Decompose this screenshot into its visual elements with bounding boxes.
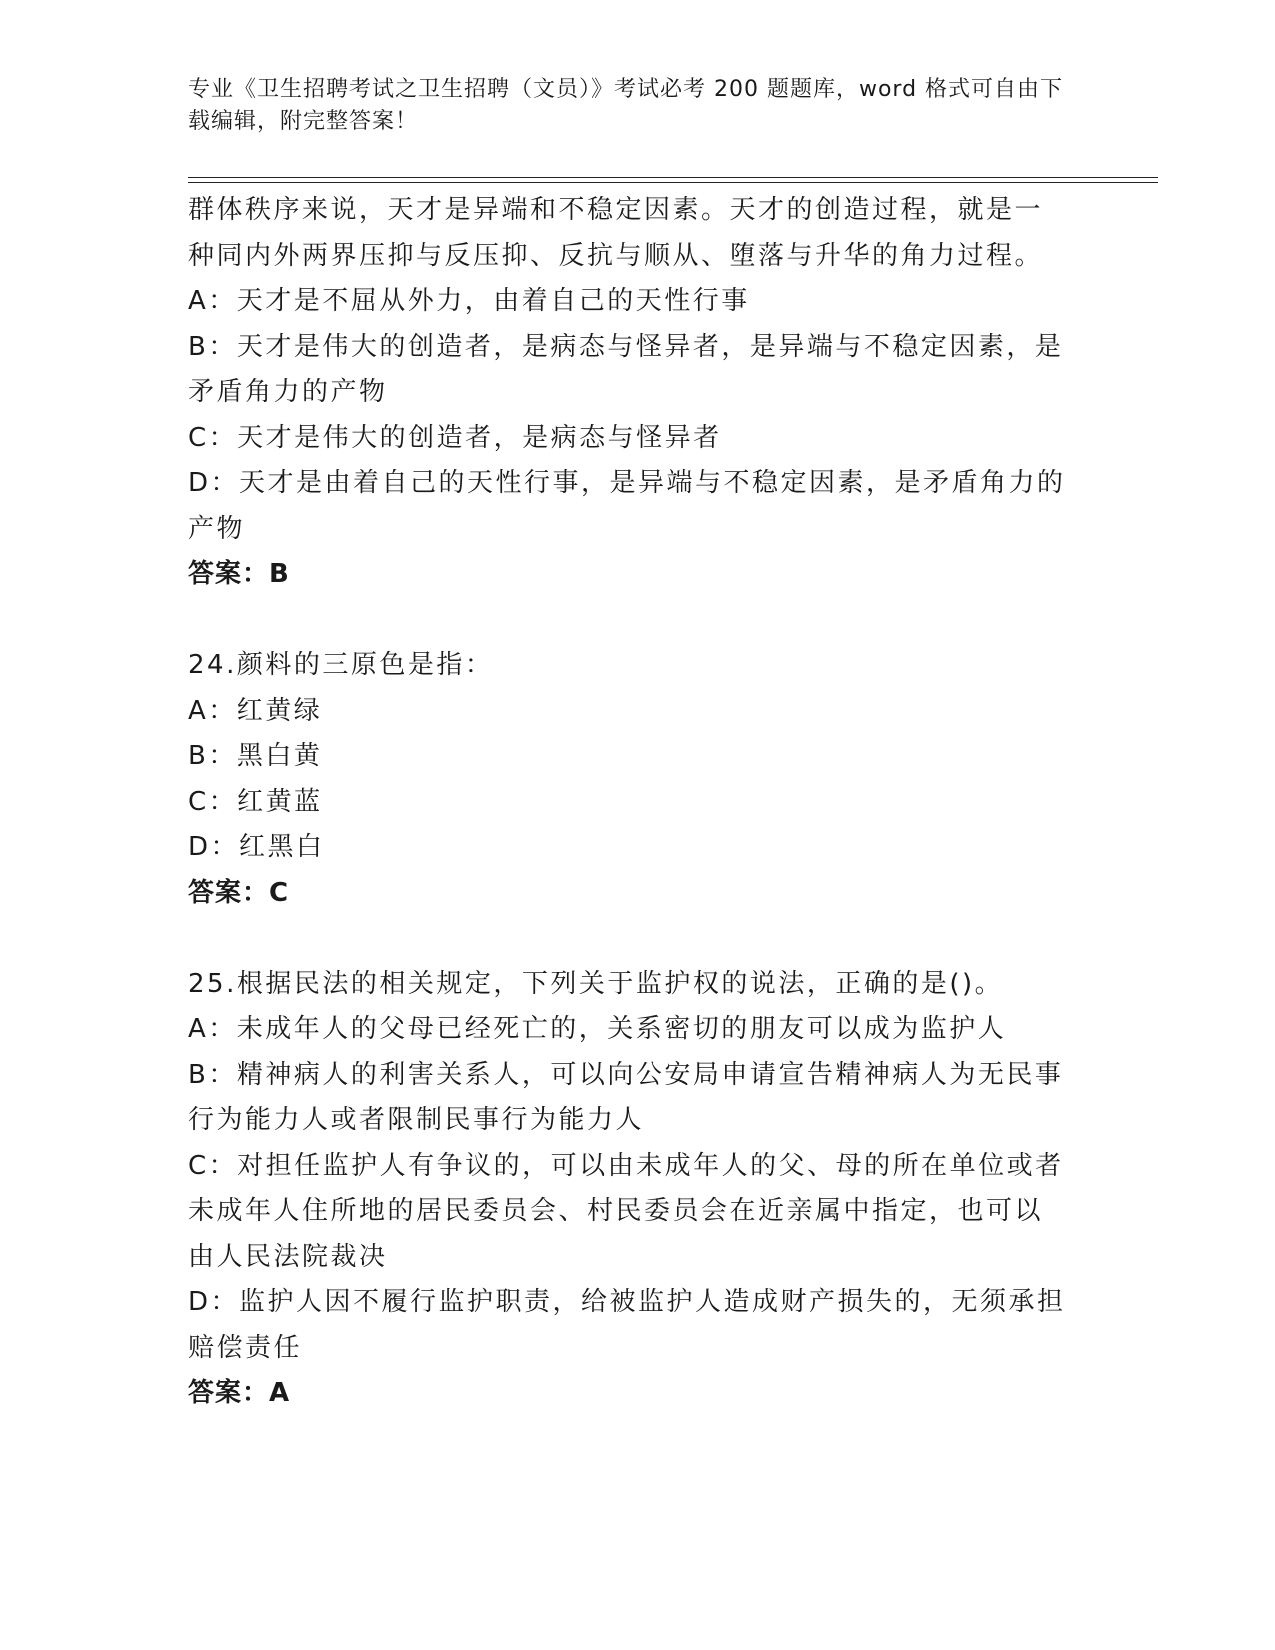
option-c-continued: 未成年人住所地的居民委员会、村民委员会在近亲属中指定，也可以 bbox=[188, 1196, 1044, 1226]
option-b: B：精神病人的利害关系人，可以向公安局申请宣告精神病人为无民事 bbox=[188, 1059, 1064, 1090]
option-a: A：红黄绿 bbox=[188, 695, 323, 726]
option-b-continued: 行为能力人或者限制民事行为能力人 bbox=[188, 1105, 645, 1135]
option-d: D：红黑白 bbox=[188, 832, 325, 862]
option-a: A：未成年人的父母已经死亡的，关系密切的朋友可以成为监护人 bbox=[188, 1014, 1007, 1044]
spacer bbox=[188, 916, 1088, 962]
option-d-continued: 赔偿责任 bbox=[188, 1332, 303, 1363]
option-b: B：天才是伟大的创造者，是病态与怪异者，是异端与不稳定因素，是 bbox=[188, 331, 1064, 362]
option-d-continued: 产物 bbox=[188, 513, 246, 544]
option-d: D：天才是由着自己的天性行事，是异端与不稳定因素，是矛盾角力的 bbox=[188, 468, 1066, 498]
question-stem-line: 群体秩序来说，天才是异端和不稳定因素。天才的创造过程，就是一 bbox=[188, 195, 1044, 225]
question-stem: 24.颜料的三原色是指： bbox=[188, 650, 494, 680]
question-23 bbox=[188, 188, 1088, 598]
answer: 答案：A bbox=[188, 1378, 291, 1408]
question-list bbox=[188, 188, 1088, 1417]
question-stem-line: 种同内外两界压抑与反压抑、反抗与顺从、堕落与升华的角力过程。 bbox=[188, 240, 1044, 271]
spacer bbox=[188, 598, 1088, 644]
header-divider-bottom bbox=[188, 182, 1158, 183]
question-24 bbox=[188, 643, 1088, 916]
option-c-continued: 由人民法院裁决 bbox=[188, 1241, 388, 1272]
answer: 答案：C bbox=[188, 877, 290, 908]
option-c: C：红黄蓝 bbox=[188, 786, 323, 817]
option-b-continued: 矛盾角力的产物 bbox=[188, 377, 388, 407]
option-d: D：监护人因不履行监护职责，给被监护人造成财产损失的，无须承担 bbox=[188, 1287, 1066, 1317]
option-b: B：黑白黄 bbox=[188, 741, 323, 771]
document-header: 专业《卫生招聘考试之卫生招聘（文员）》考试必考 200 题题库，word 格式可自由下载编辑，附完整答案！ bbox=[188, 77, 1064, 134]
option-c: C：天才是伟大的创造者，是病态与怪异者 bbox=[188, 422, 722, 453]
question-stem: 25.根据民法的相关规定，下列关于监护权的说法，正确的是()。 bbox=[188, 968, 1004, 999]
answer: 答案：B bbox=[188, 559, 290, 589]
option-c: C：对担任监护人有争议的，可以由未成年人的父、母的所在单位或者 bbox=[188, 1150, 1064, 1181]
header-divider-top bbox=[188, 177, 1158, 178]
question-25 bbox=[188, 962, 1088, 1417]
option-a: A：天才是不屈从外力，由着自己的天性行事 bbox=[188, 286, 750, 316]
